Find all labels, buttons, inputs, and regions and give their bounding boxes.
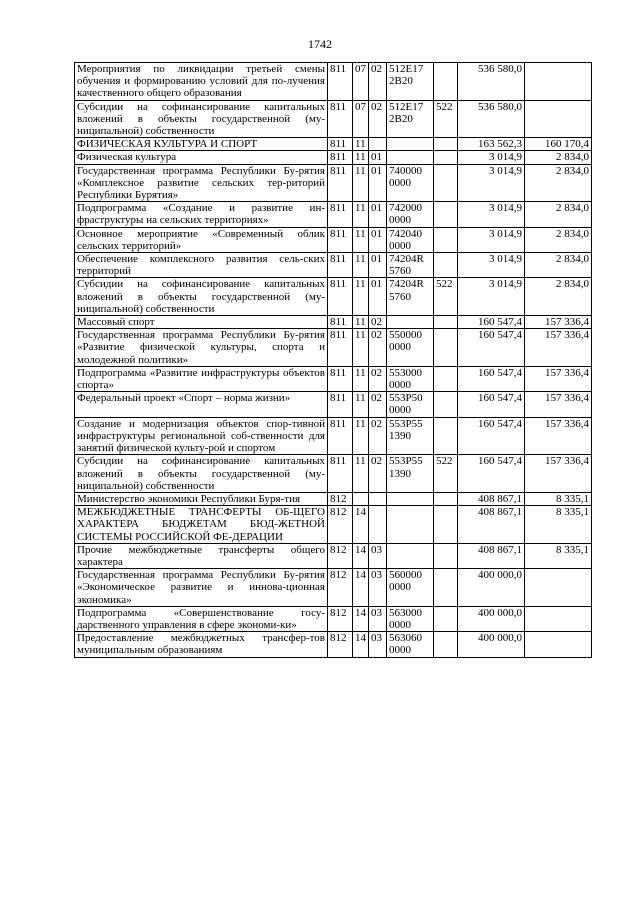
target-article-cell (387, 543, 434, 568)
amount-year1-cell: 536 580,0 (458, 100, 525, 138)
item-name-cell: Государственная программа Республики Бу-рятия «Экономическое развитие и иннова-ционная экономика» (75, 569, 328, 607)
section-code-cell: 11 (353, 366, 369, 391)
target-article-cell: 512E17 2В20 (387, 100, 434, 138)
section-code-cell: 11 (353, 329, 369, 367)
amount-year2-cell: 157 336,4 (525, 455, 592, 493)
ministry-code-cell: 811 (328, 164, 353, 202)
target-article-cell: 560000 0000 (387, 569, 434, 607)
item-name-cell: Обеспечение комплексного развития сель-ских территорий (75, 253, 328, 278)
target-article-cell: 563000 0000 (387, 606, 434, 631)
amount-year1-cell: 408 867,1 (458, 506, 525, 544)
item-name-cell: Министерство экономики Республики Буря-тия (75, 492, 328, 505)
amount-year2-cell: 8 335,1 (525, 543, 592, 568)
page-number: 1742 (308, 37, 332, 51)
expense-type-cell (434, 227, 458, 252)
item-name-cell: Прочие межбюджетные трансферты общего характера (75, 543, 328, 568)
expense-type-cell (434, 366, 458, 391)
amount-year1-cell: 400 000,0 (458, 632, 525, 657)
target-article-cell: 553000 0000 (387, 366, 434, 391)
expense-type-cell (434, 606, 458, 631)
amount-year1-cell: 400 000,0 (458, 606, 525, 631)
ministry-code-cell: 811 (328, 366, 353, 391)
subsection-code-cell (369, 506, 387, 544)
section-code-cell: 11 (353, 316, 369, 329)
item-name-cell: Государственная программа Республики Бу-рятия «Развитие физической культуры, спорта и молодежной политики» (75, 329, 328, 367)
amount-year1-cell: 400 000,0 (458, 569, 525, 607)
amount-year1-cell: 163 562,3 (458, 138, 525, 151)
amount-year2-cell: 8 335,1 (525, 492, 592, 505)
item-name-cell: Физическая культура (75, 151, 328, 164)
item-name-cell: МЕЖБЮДЖЕТНЫЕ ТРАНСФЕРТЫ ОБ-ЩЕГО ХАРАКТЕРА БЮДЖЕТАМ БЮД-ЖЕТНОЙ СИСТЕМЫ РОССИЙСКОЙ ФЕ-ДЕРАЦИИ (75, 506, 328, 544)
expense-type-cell (434, 492, 458, 505)
amount-year1-cell: 3 014,9 (458, 202, 525, 227)
item-name-cell: Федеральный проект «Спорт – норма жизни» (75, 392, 328, 417)
ministry-code-cell: 811 (328, 227, 353, 252)
section-code-cell: 14 (353, 569, 369, 607)
ministry-code-cell: 811 (328, 151, 353, 164)
table-row (75, 316, 592, 329)
table-row (75, 417, 592, 455)
section-code-cell: 11 (353, 278, 369, 316)
item-name-cell: Государственная программа Республики Бу-рятия «Комплексное развитие сельских тер-риторий Республики Бурятия» (75, 164, 328, 202)
subsection-code-cell: 02 (369, 366, 387, 391)
subsection-code-cell: 03 (369, 543, 387, 568)
amount-year1-cell: 160 547,4 (458, 366, 525, 391)
target-article-cell: 740000 0000 (387, 164, 434, 202)
subsection-code-cell: 01 (369, 151, 387, 164)
target-article-cell: 742000 0000 (387, 202, 434, 227)
table-row (75, 543, 592, 568)
ministry-code-cell: 812 (328, 543, 353, 568)
amount-year2-cell: 157 336,4 (525, 366, 592, 391)
section-code-cell: 11 (353, 417, 369, 455)
section-code-cell: 14 (353, 506, 369, 544)
subsection-code-cell (369, 138, 387, 151)
table-row (75, 253, 592, 278)
expense-type-cell (434, 543, 458, 568)
section-code-cell: 11 (353, 138, 369, 151)
ministry-code-cell: 811 (328, 455, 353, 493)
expense-type-cell: 522 (434, 100, 458, 138)
expense-type-cell (434, 417, 458, 455)
ministry-code-cell: 812 (328, 632, 353, 657)
amount-year1-cell: 408 867,1 (458, 543, 525, 568)
section-code-cell: 11 (353, 227, 369, 252)
section-code-cell: 11 (353, 151, 369, 164)
subsection-code-cell (369, 492, 387, 505)
target-article-cell (387, 138, 434, 151)
section-code-cell: 11 (353, 164, 369, 202)
table-row (75, 632, 592, 657)
item-name-cell: Создание и модернизация объектов спор-тивной инфраструктуры региональной соб-ственности для занятий физической культу-рой и спортом (75, 417, 328, 455)
item-name-cell: Массовый спорт (75, 316, 328, 329)
section-code-cell: 14 (353, 632, 369, 657)
amount-year2-cell: 157 336,4 (525, 392, 592, 417)
item-name-cell: ФИЗИЧЕСКАЯ КУЛЬТУРА И СПОРТ (75, 138, 328, 151)
target-article-cell: 74204R 5760 (387, 253, 434, 278)
section-code-cell: 14 (353, 606, 369, 631)
target-article-cell (387, 492, 434, 505)
item-name-cell: Подпрограмма «Совершенствование госу-дарственного управления в сфере экономи-ки» (75, 606, 328, 631)
table-row (75, 569, 592, 607)
expense-type-cell (434, 316, 458, 329)
ministry-code-cell: 812 (328, 506, 353, 544)
amount-year2-cell: 2 834,0 (525, 253, 592, 278)
subsection-code-cell: 01 (369, 164, 387, 202)
target-article-cell: 742040 0000 (387, 227, 434, 252)
amount-year2-cell: 8 335,1 (525, 506, 592, 544)
section-code-cell: 07 (353, 100, 369, 138)
target-article-cell (387, 151, 434, 164)
target-article-cell: 512E17 2В20 (387, 63, 434, 101)
item-name-cell: Предоставление межбюджетных трансфер-тов муниципальным образованиям (75, 632, 328, 657)
section-code-cell: 14 (353, 543, 369, 568)
amount-year1-cell: 3 014,9 (458, 164, 525, 202)
expense-type-cell (434, 392, 458, 417)
ministry-code-cell: 811 (328, 417, 353, 455)
amount-year1-cell: 160 547,4 (458, 417, 525, 455)
section-code-cell: 11 (353, 253, 369, 278)
item-name-cell: Субсидии на софинансирование капитальных вложений в объекты государственной (му-ниципальной) собственности (75, 455, 328, 493)
item-name-cell: Основное мероприятие «Современный облик сельских территорий» (75, 227, 328, 252)
amount-year2-cell (525, 606, 592, 631)
amount-year1-cell: 160 547,4 (458, 316, 525, 329)
amount-year2-cell (525, 63, 592, 101)
section-code-cell: 07 (353, 63, 369, 101)
expense-type-cell (434, 632, 458, 657)
ministry-code-cell: 811 (328, 63, 353, 101)
subsection-code-cell: 03 (369, 569, 387, 607)
amount-year1-cell: 160 547,4 (458, 455, 525, 493)
target-article-cell: 550000 0000 (387, 329, 434, 367)
section-code-cell: 11 (353, 392, 369, 417)
subsection-code-cell: 02 (369, 392, 387, 417)
amount-year1-cell: 160 547,4 (458, 329, 525, 367)
target-article-cell: 74204R 5760 (387, 278, 434, 316)
amount-year2-cell: 2 834,0 (525, 227, 592, 252)
subsection-code-cell: 01 (369, 278, 387, 316)
subsection-code-cell: 02 (369, 329, 387, 367)
subsection-code-cell: 02 (369, 100, 387, 138)
table-row (75, 606, 592, 631)
table-row (75, 138, 592, 151)
ministry-code-cell: 811 (328, 100, 353, 138)
table-row (75, 392, 592, 417)
amount-year1-cell: 160 547,4 (458, 392, 525, 417)
table-row (75, 100, 592, 138)
target-article-cell: 553P55 1390 (387, 455, 434, 493)
target-article-cell (387, 506, 434, 544)
expense-type-cell (434, 63, 458, 101)
table-row (75, 455, 592, 493)
amount-year1-cell: 3 014,9 (458, 227, 525, 252)
table-row (75, 329, 592, 367)
section-code-cell: 11 (353, 455, 369, 493)
amount-year1-cell: 3 014,9 (458, 253, 525, 278)
item-name-cell: Мероприятия по ликвидации третьей смены обучения и формированию условий для по-лучения качественного общего образования (75, 63, 328, 101)
item-name-cell: Подпрограмма «Создание и развитие ин-фраструктуры на сельских территориях» (75, 202, 328, 227)
subsection-code-cell: 02 (369, 316, 387, 329)
target-article-cell: 553P55 1390 (387, 417, 434, 455)
amount-year2-cell: 2 834,0 (525, 278, 592, 316)
subsection-code-cell: 02 (369, 417, 387, 455)
table-row (75, 492, 592, 505)
subsection-code-cell: 01 (369, 227, 387, 252)
amount-year2-cell: 2 834,0 (525, 151, 592, 164)
subsection-code-cell: 02 (369, 455, 387, 493)
expense-type-cell (434, 151, 458, 164)
target-article-cell (387, 316, 434, 329)
amount-year1-cell: 3 014,9 (458, 151, 525, 164)
table-row (75, 164, 592, 202)
subsection-code-cell: 01 (369, 202, 387, 227)
amount-year1-cell: 408 867,1 (458, 492, 525, 505)
table-row (75, 227, 592, 252)
table-row (75, 63, 592, 101)
amount-year2-cell (525, 569, 592, 607)
amount-year2-cell: 157 336,4 (525, 316, 592, 329)
expense-type-cell (434, 329, 458, 367)
ministry-code-cell: 811 (328, 278, 353, 316)
expense-type-cell (434, 138, 458, 151)
amount-year2-cell: 160 170,4 (525, 138, 592, 151)
target-article-cell: 553P50 0000 (387, 392, 434, 417)
section-code-cell (353, 492, 369, 505)
ministry-code-cell: 812 (328, 569, 353, 607)
expense-type-cell (434, 164, 458, 202)
amount-year2-cell: 157 336,4 (525, 417, 592, 455)
expense-type-cell (434, 202, 458, 227)
amount-year2-cell: 2 834,0 (525, 202, 592, 227)
subsection-code-cell: 03 (369, 632, 387, 657)
subsection-code-cell: 01 (369, 253, 387, 278)
item-name-cell: Субсидии на софинансирование капитальных вложений в объекты государственной (му-ниципальной) собственности (75, 100, 328, 138)
ministry-code-cell: 811 (328, 329, 353, 367)
expense-type-cell (434, 253, 458, 278)
amount-year2-cell: 2 834,0 (525, 164, 592, 202)
amount-year2-cell (525, 632, 592, 657)
ministry-code-cell: 811 (328, 253, 353, 278)
table-row (75, 202, 592, 227)
table-row (75, 151, 592, 164)
table-row (75, 278, 592, 316)
expense-type-cell (434, 569, 458, 607)
amount-year2-cell: 157 336,4 (525, 329, 592, 367)
ministry-code-cell: 811 (328, 138, 353, 151)
target-article-cell: 563060 0000 (387, 632, 434, 657)
item-name-cell: Субсидии на софинансирование капитальных вложений в объекты государственной (му-ниципальной) собственности (75, 278, 328, 316)
amount-year1-cell: 3 014,9 (458, 278, 525, 316)
subsection-code-cell: 03 (369, 606, 387, 631)
expense-type-cell: 522 (434, 455, 458, 493)
budget-table (74, 62, 592, 658)
ministry-code-cell: 812 (328, 606, 353, 631)
table-row (75, 506, 592, 544)
amount-year2-cell (525, 100, 592, 138)
section-code-cell: 11 (353, 202, 369, 227)
table-row (75, 366, 592, 391)
amount-year1-cell: 536 580,0 (458, 63, 525, 101)
subsection-code-cell: 02 (369, 63, 387, 101)
ministry-code-cell: 811 (328, 316, 353, 329)
ministry-code-cell: 812 (328, 492, 353, 505)
ministry-code-cell: 811 (328, 202, 353, 227)
item-name-cell: Подпрограмма «Развитие инфраструктуры объектов спорта» (75, 366, 328, 391)
expense-type-cell: 522 (434, 278, 458, 316)
expense-type-cell (434, 506, 458, 544)
ministry-code-cell: 811 (328, 392, 353, 417)
